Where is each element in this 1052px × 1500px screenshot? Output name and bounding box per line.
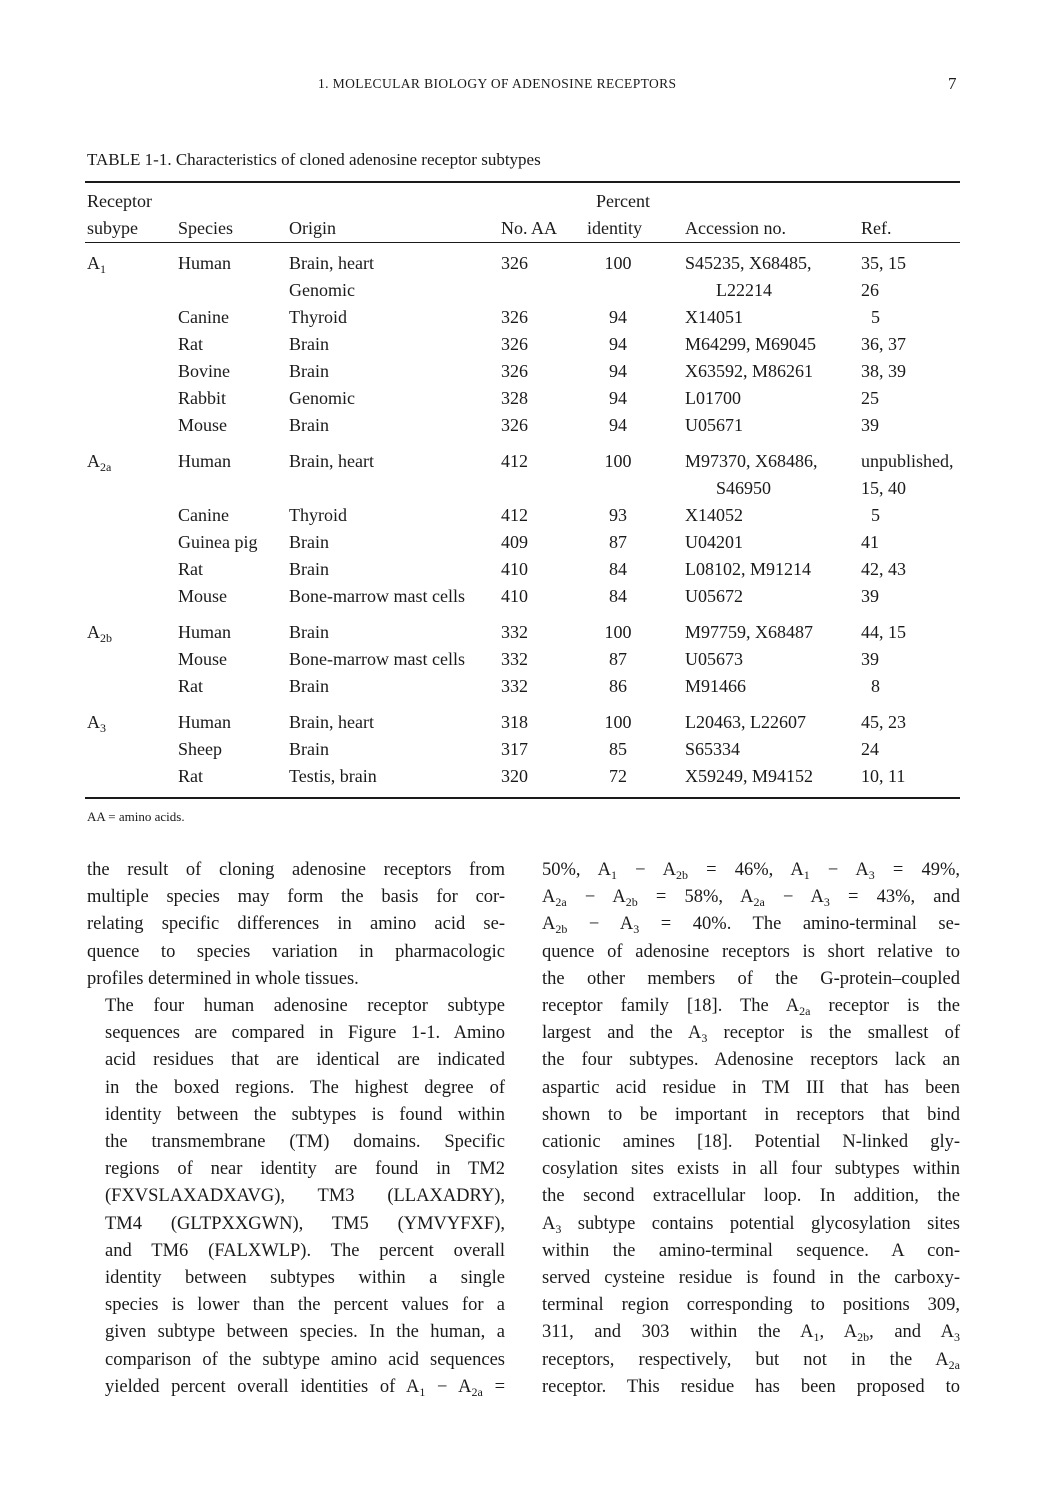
text-line: within the amino-terminal sequence. A con-: [542, 1240, 960, 1261]
cell-subtype: [87, 736, 178, 763]
cell-ref: 24: [861, 739, 879, 759]
right-text-column: [542, 857, 960, 1401]
header-ref: Ref.: [861, 218, 892, 238]
cell-ref: 39: [861, 415, 879, 435]
subtype-letter: A: [87, 253, 100, 273]
cell-origin: Brain: [289, 622, 329, 642]
paragraph: [87, 857, 505, 993]
text-line: 50%, $A_1 - A_{2b} = 46\%$, $A_1 - A_3 = 49\%$,: [542, 860, 961, 882]
text-line: receptor family [18]. The $A_{2a}$ receptor is the: [542, 996, 960, 1019]
table-row: [87, 304, 962, 331]
cell-accession: X14051: [685, 307, 743, 327]
header-receptor: Receptor: [87, 191, 152, 211]
cell-ref: 15, 40: [861, 478, 906, 498]
cell-subtype: [87, 502, 178, 529]
header-origin: Origin: [289, 218, 336, 238]
subtype-letter: A: [87, 622, 100, 642]
receptor-group: [87, 243, 962, 439]
cell-ref: 39: [861, 649, 879, 669]
cell-ref: 45, 23: [861, 712, 906, 732]
cell-identity: 94: [609, 334, 627, 354]
table-row: [87, 673, 962, 700]
text-line: sequences are compared in Figure 1-1. Amino: [105, 1023, 505, 1044]
subtype-subscript: 2b: [100, 631, 112, 645]
text-line: $A_3$ subtype contains potential glycosylation sites: [542, 1213, 960, 1236]
table-row: [87, 529, 962, 556]
text-line: species is lower than the percent values for a: [105, 1295, 505, 1316]
text-line: the result of cloning adenosine receptors from: [87, 860, 505, 880]
text-line: regions of near identity are found in TM2: [105, 1159, 505, 1180]
cell-accession: U05671: [685, 415, 743, 435]
cell-subtype: [87, 646, 178, 673]
text-line: the transmembrane (TM) domains. Specific: [105, 1132, 505, 1153]
subtype-letter: A: [87, 451, 100, 471]
table-row: [87, 736, 962, 763]
cell-accession: X59249, M94152: [685, 766, 814, 786]
cell-origin: Brain: [289, 361, 329, 381]
left-text-column: [87, 857, 505, 1401]
text-line: cationic amines [18]. Potential N-linked gly-: [542, 1132, 960, 1153]
cell-origin: Brain: [289, 334, 329, 354]
cell-ref: 5: [871, 307, 880, 327]
cell-accession: M64299, M69045: [685, 334, 817, 354]
cell-accession: M97759, X68487: [685, 622, 814, 642]
cell-subtype: [87, 385, 178, 412]
text-line: profiles determined in whole tissues.: [87, 968, 359, 989]
cell-identity: 100: [604, 451, 632, 471]
text-line: TM4 (GLTPXXGWN), TM5 (YMVYFXF),: [105, 1213, 505, 1234]
text-line: identity between subtypes within a single: [105, 1268, 505, 1289]
cell-identity: [583, 475, 685, 502]
table-row: [87, 475, 962, 502]
cell-subtype: [87, 412, 178, 439]
cell-ref: 36, 37: [861, 334, 906, 354]
cell-ref: 44, 15: [861, 622, 906, 642]
cell-species: Human: [178, 622, 231, 642]
cell-accession: L22214: [716, 280, 772, 300]
receptor-group: [87, 439, 962, 610]
cell-ref: 38, 39: [861, 361, 906, 381]
text-line: the four subtypes. Adenosine receptors lack an: [542, 1050, 960, 1071]
cell-identity: 72: [609, 766, 627, 786]
cell-origin: Brain: [289, 739, 329, 759]
cell-accession: S65334: [685, 739, 741, 759]
cell-no-aa: 317: [501, 739, 528, 759]
cell-origin: [289, 475, 501, 502]
cell-origin: Brain, heart: [289, 451, 374, 471]
cell-subtype: [87, 673, 178, 700]
cell-accession: L08102, M91214: [685, 559, 811, 579]
cell-subtype: [87, 304, 178, 331]
text-line: $A_{2a} - A_{2b} = 58\%$, $A_{2a} - A_3 = 43\%$, and: [542, 887, 960, 910]
cell-no-aa: 326: [501, 253, 528, 273]
cell-identity: 87: [609, 532, 627, 552]
cell-subtype: [87, 475, 178, 502]
cell-ref: 41: [861, 532, 879, 552]
cell-identity: 85: [609, 739, 627, 759]
cell-identity: 94: [609, 361, 627, 381]
table-row: [87, 243, 962, 277]
cell-no-aa: 412: [501, 451, 528, 471]
text-line: identity between the subtypes is found within: [105, 1104, 505, 1125]
cell-species: [178, 475, 289, 502]
text-line: cosylation sites exists in all four subtypes within: [542, 1159, 960, 1180]
text-line: served cysteine residue is found in the carboxy-: [542, 1268, 960, 1289]
cell-identity: 94: [609, 307, 627, 327]
cell-no-aa: 328: [501, 388, 528, 408]
cell-origin: Genomic: [289, 280, 355, 300]
text-line: $A_{2b} - A_3 = 40\%$. The amino-terminal se-: [542, 914, 960, 937]
page-number: 7: [948, 74, 957, 93]
subtype-subscript: 1: [100, 262, 106, 276]
cell-identity: 84: [609, 559, 627, 579]
cell-species: Rabbit: [178, 388, 226, 408]
cell-ref: 5: [871, 505, 880, 525]
cell-species: Sheep: [178, 739, 222, 759]
cell-identity: 94: [609, 415, 627, 435]
text-line: terminal region corresponding to positions 309,: [542, 1295, 960, 1316]
table-row: [87, 358, 962, 385]
cell-species: Guinea pig: [178, 532, 258, 552]
cell-no-aa: 326: [501, 415, 528, 435]
table-row: [87, 583, 962, 610]
cell-origin: Bone-marrow mast cells: [289, 649, 465, 669]
cell-subtype: [87, 700, 178, 736]
cell-origin: Brain, heart: [289, 712, 374, 732]
cell-identity: 100: [604, 712, 632, 732]
cell-accession: X14052: [685, 505, 743, 525]
cell-species: Rat: [178, 676, 203, 696]
cell-identity: 84: [609, 586, 627, 606]
cell-no-aa: 332: [501, 649, 528, 669]
table-row: [87, 610, 962, 646]
cell-origin: Thyroid: [289, 307, 347, 327]
cell-no-aa: 332: [501, 622, 528, 642]
cell-accession: M97370, X68486,: [685, 451, 818, 471]
cell-accession: U04201: [685, 532, 743, 552]
cell-origin: Bone-marrow mast cells: [289, 586, 465, 606]
cell-origin: Brain: [289, 559, 329, 579]
cell-identity: 94: [609, 388, 627, 408]
cell-no-aa: 320: [501, 766, 528, 786]
table-footnote: AA = amino acids.: [87, 809, 185, 824]
cell-ref: 10, 11: [861, 766, 906, 786]
cell-origin: Brain: [289, 415, 329, 435]
subtype-subscript: 2a: [100, 460, 112, 474]
cell-subtype: [87, 529, 178, 556]
cell-no-aa: 412: [501, 505, 528, 525]
table-row: [87, 646, 962, 673]
cell-origin: Brain: [289, 532, 329, 552]
text-line: and TM6 (FALXWLP). The percent overall: [105, 1240, 505, 1261]
cell-origin: Testis, brain: [289, 766, 377, 786]
cell-accession: S45235, X68485,: [685, 253, 812, 273]
cell-ref: 26: [861, 280, 879, 300]
cell-accession: S46950: [716, 478, 772, 498]
cell-species: Mouse: [178, 415, 227, 435]
running-head-title: 1. MOLECULAR BIOLOGY OF ADENOSINE RECEPTORS: [318, 76, 677, 91]
cell-no-aa: 410: [501, 586, 528, 606]
cell-subtype: [87, 439, 178, 475]
text-line: quence of adenosine receptors is short relative to: [542, 941, 960, 962]
cell-ref: 42, 43: [861, 559, 906, 579]
header-identity: identity: [587, 218, 642, 238]
cell-species: Human: [178, 451, 231, 471]
table-row: [87, 700, 962, 736]
cell-identity: 100: [604, 253, 632, 273]
text-line: in the boxed regions. The highest degree of: [105, 1077, 505, 1098]
cell-subtype: [87, 358, 178, 385]
cell-accession: L20463, L22607: [685, 712, 806, 732]
table-row: [87, 277, 962, 304]
table-caption: TABLE 1-1. Characteristics of cloned adenosine receptor subtypes: [87, 150, 541, 169]
table-header: [87, 188, 962, 243]
cell-subtype: [87, 556, 178, 583]
cell-no-aa: 326: [501, 334, 528, 354]
table-row: [87, 331, 962, 358]
text-line: given subtype between species. In the human, a: [105, 1322, 505, 1343]
text-line: the other members of the G-protein–coupled: [542, 968, 960, 989]
text-line: the second extracellular loop. In addition, the: [542, 1186, 960, 1207]
cell-no-aa: [501, 277, 583, 304]
header-subtype: subype: [87, 218, 138, 238]
cell-no-aa: 326: [501, 361, 528, 381]
receptor-group: [87, 610, 962, 700]
cell-subtype: [87, 331, 178, 358]
paragraph: [542, 857, 960, 1401]
table-row: [87, 502, 962, 529]
cell-origin: Brain: [289, 676, 329, 696]
cell-species: [178, 277, 289, 304]
text-line: comparison of the subtype amino acid sequences: [105, 1349, 505, 1370]
cell-accession: L01700: [685, 388, 741, 408]
table-row: [87, 412, 962, 439]
text-line: quence to species variation in pharmacologic: [87, 941, 505, 962]
cell-no-aa: [501, 475, 583, 502]
table-row: [87, 763, 962, 790]
table-top-rule: [85, 181, 960, 183]
cell-no-aa: 318: [501, 712, 528, 732]
cell-species: Rat: [178, 334, 203, 354]
cell-subtype: [87, 610, 178, 646]
cell-ref: 25: [861, 388, 879, 408]
cell-accession: M91466: [685, 676, 747, 696]
header-accession: Accession no.: [685, 218, 786, 238]
cell-species: Bovine: [178, 361, 230, 381]
cell-no-aa: 326: [501, 307, 528, 327]
paragraph: [87, 993, 505, 1401]
text-line: shown to be important in receptors that bind: [542, 1104, 960, 1125]
cell-no-aa: 409: [501, 532, 528, 552]
cell-identity: 86: [609, 676, 627, 696]
header-percent: Percent: [596, 191, 650, 211]
header-no-aa: No. AA: [501, 218, 558, 238]
cell-species: Mouse: [178, 649, 227, 669]
table-row: [87, 556, 962, 583]
table-row: [87, 439, 962, 475]
text-line: multiple species may form the basis for cor-: [87, 887, 505, 908]
cell-no-aa: 332: [501, 676, 528, 696]
cell-origin: Genomic: [289, 388, 355, 408]
cell-species: Canine: [178, 505, 229, 525]
cell-species: Human: [178, 712, 231, 732]
cell-identity: [583, 277, 685, 304]
cell-species: Canine: [178, 307, 229, 327]
text-line: acid residues that are identical are indicated: [105, 1050, 505, 1071]
cell-ref: unpublished,: [861, 451, 954, 471]
text-line: largest and the $A_3$ receptor is the smallest of: [542, 1023, 961, 1046]
table-row: [87, 385, 962, 412]
subtype-subscript: 3: [100, 721, 106, 735]
cell-origin: Thyroid: [289, 505, 347, 525]
cell-species: Human: [178, 253, 231, 273]
cell-accession: X63592, M86261: [685, 361, 814, 381]
cell-species: Rat: [178, 766, 203, 786]
receptor-group: [87, 700, 962, 790]
cell-identity: 87: [609, 649, 627, 669]
text-line: receptors, respectively, but not in the $A_{2a}$: [542, 1349, 960, 1372]
cell-subtype: [87, 243, 178, 277]
cell-ref: 39: [861, 586, 879, 606]
cell-origin: Brain, heart: [289, 253, 374, 273]
cell-accession: U05673: [685, 649, 743, 669]
text-line: 311, and 303 within the $A_1$, $A_{2b}$, and $A_3$: [542, 1322, 960, 1345]
cell-species: Mouse: [178, 586, 227, 606]
text-line: (FXVSLAXADXAVG), TM3 (LLAXADRY),: [105, 1186, 505, 1207]
cell-identity: 100: [604, 622, 632, 642]
cell-subtype: [87, 277, 178, 304]
cell-subtype: [87, 583, 178, 610]
cell-ref: 35, 15: [861, 253, 906, 273]
text-line: aspartic acid residue in TM III that has been: [542, 1077, 960, 1098]
text-line: The four human adenosine receptor subtype: [105, 996, 505, 1017]
cell-accession: U05672: [685, 586, 743, 606]
cell-no-aa: 410: [501, 559, 528, 579]
receptor-table: [87, 188, 962, 790]
subtype-letter: A: [87, 712, 100, 732]
cell-subtype: [87, 763, 178, 790]
cell-ref: 8: [871, 676, 880, 696]
table-bottom-rule: [85, 797, 960, 799]
text-line: relating specific differences in amino acid se-: [87, 914, 505, 935]
text-line: receptor. This residue has been proposed to: [542, 1376, 960, 1397]
cell-species: Rat: [178, 559, 203, 579]
cell-identity: 93: [609, 505, 627, 525]
header-species: Species: [178, 218, 233, 238]
text-line: yielded percent overall identities of $A_1 - A_{2a}$ =: [105, 1376, 505, 1399]
